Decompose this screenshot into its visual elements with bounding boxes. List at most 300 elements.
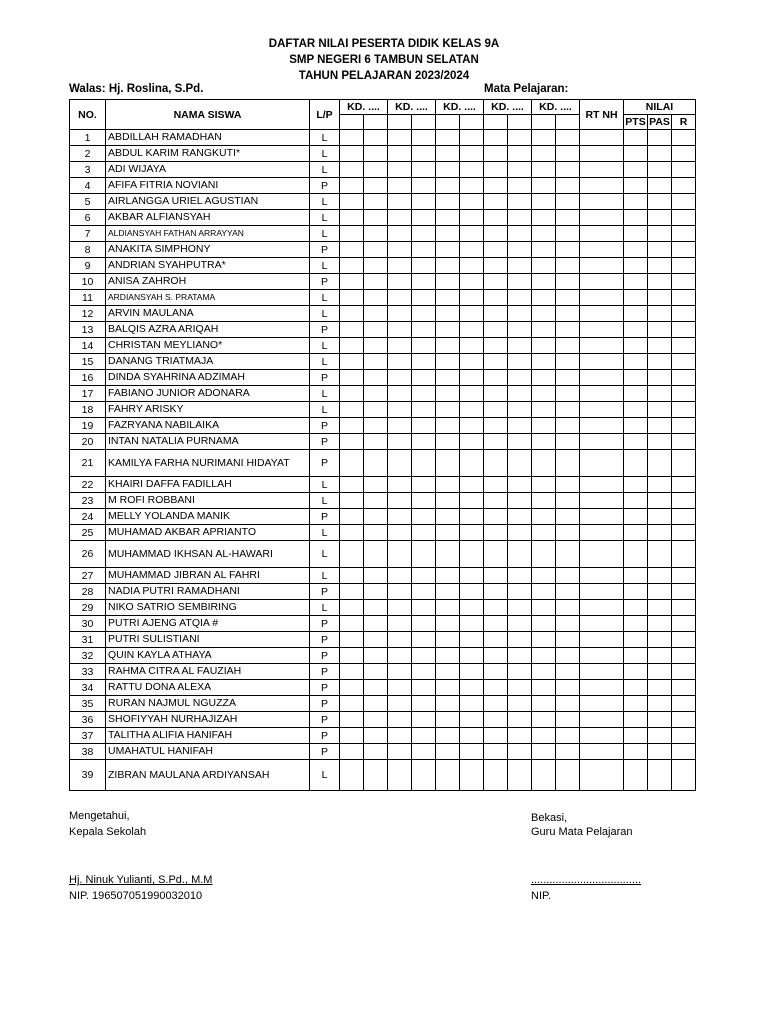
- student-name: BALQIS AZRA ARIQAH: [106, 322, 310, 338]
- grade-cell: [556, 616, 580, 632]
- grade-cell: [388, 541, 412, 568]
- grade-cell: [388, 584, 412, 600]
- student-name: PUTRI SULISTIANI: [106, 632, 310, 648]
- grade-cell: [532, 194, 556, 210]
- grade-cell: [624, 696, 648, 712]
- grade-cell: [556, 338, 580, 354]
- grade-cell: [532, 434, 556, 450]
- grade-cell: [672, 338, 696, 354]
- grade-cell: [436, 162, 460, 178]
- grade-cell: [460, 600, 484, 616]
- teacher-title: Guru Mata Pelajaran: [531, 826, 633, 838]
- row-number: 20: [70, 434, 106, 450]
- grade-cell: [460, 290, 484, 306]
- grade-cell: [648, 274, 672, 290]
- grade-cell: [388, 728, 412, 744]
- grade-cell: [624, 744, 648, 760]
- grade-cell: [624, 274, 648, 290]
- student-name: MUHAMAD AKBAR APRIANTO: [106, 525, 310, 541]
- table-row: [70, 306, 696, 322]
- grade-cell: [580, 178, 624, 194]
- grade-cell: [484, 338, 508, 354]
- grade-cell: [556, 386, 580, 402]
- grade-cell: [580, 477, 624, 493]
- student-name: AIRLANGGA URIEL AGUSTIAN: [106, 194, 310, 210]
- table-row: [70, 162, 696, 178]
- pas-header: PAS: [649, 116, 670, 128]
- grade-cell: [340, 509, 364, 525]
- grade-cell: [364, 584, 388, 600]
- grade-cell: [624, 146, 648, 162]
- table-row: [70, 664, 696, 680]
- grade-cell: [508, 584, 532, 600]
- grade-cell: [484, 541, 508, 568]
- grade-table: [69, 99, 696, 791]
- grade-cell: [556, 493, 580, 509]
- grade-cell: [556, 418, 580, 434]
- grade-cell: [364, 226, 388, 242]
- grade-cell: [624, 290, 648, 306]
- grade-cell: [412, 146, 436, 162]
- grade-cell: [340, 418, 364, 434]
- grade-cell: [364, 664, 388, 680]
- grade-cell: [436, 386, 460, 402]
- grade-cell: [508, 632, 532, 648]
- grade-cell: [340, 760, 364, 791]
- student-name: PUTRI AJENG ATQIA #: [106, 616, 310, 632]
- row-number: 28: [70, 584, 106, 600]
- grade-cell: [340, 450, 364, 477]
- grade-cell: [340, 600, 364, 616]
- row-number: 21: [70, 450, 106, 477]
- grade-cell: [556, 178, 580, 194]
- grade-cell: [388, 760, 412, 791]
- grade-cell: [484, 130, 508, 146]
- row-number: 36: [70, 712, 106, 728]
- row-number: 5: [70, 194, 106, 210]
- grade-cell: [624, 130, 648, 146]
- table-row: [70, 370, 696, 386]
- grade-cell: [388, 290, 412, 306]
- grade-cell: [340, 477, 364, 493]
- grade-cell: [436, 306, 460, 322]
- grade-cell: [484, 402, 508, 418]
- grade-cell: [364, 386, 388, 402]
- grade-cell: [340, 210, 364, 226]
- grade-cell: [484, 477, 508, 493]
- grade-cell: [484, 178, 508, 194]
- grade-cell: [460, 541, 484, 568]
- grade-cell: [672, 290, 696, 306]
- grade-cell: [460, 194, 484, 210]
- student-name: AFIFA FITRIA NOVIANI: [106, 178, 310, 194]
- grade-cell: [484, 242, 508, 258]
- grade-cell: [648, 477, 672, 493]
- grade-cell: [532, 370, 556, 386]
- teacher-name-placeholder: ....................................: [531, 874, 642, 886]
- r-header: R: [672, 115, 696, 130]
- gender-cell: L: [310, 162, 340, 178]
- grade-cell: [436, 664, 460, 680]
- grade-cell: [624, 477, 648, 493]
- grade-cell: [624, 194, 648, 210]
- grade-cell: [556, 728, 580, 744]
- grade-cell: [624, 258, 648, 274]
- grade-cell: [672, 760, 696, 791]
- grade-cell: [580, 242, 624, 258]
- grade-cell: [672, 274, 696, 290]
- grade-cell: [508, 130, 532, 146]
- grade-cell: [436, 525, 460, 541]
- grade-cell: [436, 616, 460, 632]
- grade-cell: [436, 648, 460, 664]
- table-row: [70, 194, 696, 210]
- grade-cell: [340, 493, 364, 509]
- grade-cell: [624, 338, 648, 354]
- grade-cell: [556, 712, 580, 728]
- grade-cell: [460, 696, 484, 712]
- grade-cell: [460, 370, 484, 386]
- grade-cell: [556, 242, 580, 258]
- grade-cell: [624, 493, 648, 509]
- grade-cell: [508, 386, 532, 402]
- grade-cell: [388, 509, 412, 525]
- grade-cell: [364, 632, 388, 648]
- grade-cell: [340, 226, 364, 242]
- grade-cell: [412, 274, 436, 290]
- grade-cell: [412, 210, 436, 226]
- grade-cell: [556, 130, 580, 146]
- grade-cell: [672, 509, 696, 525]
- grade-cell: [580, 370, 624, 386]
- grade-cell: [624, 632, 648, 648]
- grade-cell: [436, 242, 460, 258]
- grade-cell: [532, 338, 556, 354]
- grade-cell: [460, 210, 484, 226]
- student-name: ARDIANSYAH S. PRATAMA: [106, 290, 310, 306]
- grade-cell: [672, 632, 696, 648]
- grade-cell: [508, 258, 532, 274]
- grade-cell: [580, 306, 624, 322]
- grade-cell: [340, 584, 364, 600]
- grade-cell: [460, 146, 484, 162]
- gender-cell: P: [310, 274, 340, 290]
- gender-cell: P: [310, 242, 340, 258]
- grade-cell: [340, 541, 364, 568]
- row-number: 1: [70, 130, 106, 146]
- grade-cell: [436, 493, 460, 509]
- grade-cell: [460, 760, 484, 791]
- grade-cell: [388, 306, 412, 322]
- grade-cell: [508, 568, 532, 584]
- grade-cell: [388, 178, 412, 194]
- grade-cell: [460, 274, 484, 290]
- grade-cell: [648, 600, 672, 616]
- grade-cell: [648, 664, 672, 680]
- grade-cell: [672, 306, 696, 322]
- grade-cell: [460, 680, 484, 696]
- grade-cell: [484, 162, 508, 178]
- kd-header: KD. ....: [532, 100, 580, 115]
- grade-cell: [436, 418, 460, 434]
- table-row: [70, 450, 696, 477]
- grade-cell: [340, 274, 364, 290]
- grade-cell: [388, 525, 412, 541]
- grade-cell: [580, 712, 624, 728]
- grade-cell: [388, 477, 412, 493]
- student-name: ADI WIJAYA: [106, 162, 310, 178]
- grade-cell: [484, 696, 508, 712]
- grade-cell: [648, 680, 672, 696]
- kd-header: KD. ....: [484, 100, 532, 115]
- row-number: 37: [70, 728, 106, 744]
- grade-cell: [624, 306, 648, 322]
- grade-cell: [460, 509, 484, 525]
- grade-cell: [532, 242, 556, 258]
- grade-cell: [460, 493, 484, 509]
- principal-title: Kepala Sekolah: [69, 826, 147, 838]
- grade-cell: [556, 162, 580, 178]
- grade-cell: [460, 354, 484, 370]
- row-number: 33: [70, 664, 106, 680]
- grade-cell: [364, 274, 388, 290]
- grade-cell: [436, 354, 460, 370]
- grade-cell: [556, 541, 580, 568]
- grade-cell: [364, 418, 388, 434]
- grade-cell: [580, 744, 624, 760]
- grade-cell: [412, 664, 436, 680]
- grade-cell: [340, 616, 364, 632]
- grade-cell: [648, 568, 672, 584]
- grade-cell: [460, 226, 484, 242]
- grade-cell: [556, 525, 580, 541]
- grade-cell: [436, 680, 460, 696]
- grade-cell: [340, 162, 364, 178]
- grade-cell: [556, 226, 580, 242]
- row-number: 26: [70, 541, 106, 568]
- grade-cell: [484, 306, 508, 322]
- grade-cell: [532, 402, 556, 418]
- grade-cell: [388, 370, 412, 386]
- grade-cell: [436, 584, 460, 600]
- grade-cell: [672, 386, 696, 402]
- student-name: NADIA PUTRI RAMADHANI: [106, 584, 310, 600]
- grade-cell: [436, 600, 460, 616]
- grade-cell: [648, 162, 672, 178]
- table-row: [70, 226, 696, 242]
- grade-cell: [648, 354, 672, 370]
- gender-cell: L: [310, 130, 340, 146]
- grade-cell: [556, 194, 580, 210]
- grade-cell: [364, 493, 388, 509]
- principal-nip: NIP. 196507051990032010: [69, 890, 203, 902]
- grade-cell: [340, 632, 364, 648]
- gender-cell: P: [310, 648, 340, 664]
- grade-cell: [364, 728, 388, 744]
- gender-cell: P: [310, 322, 340, 338]
- table-row: [70, 402, 696, 418]
- table-row: [70, 338, 696, 354]
- grade-cell: [364, 402, 388, 418]
- grade-cell: [484, 146, 508, 162]
- teacher-nip: NIP.: [531, 890, 551, 902]
- grade-cell: [436, 178, 460, 194]
- row-number: 25: [70, 525, 106, 541]
- table-row: [70, 541, 696, 568]
- grade-cell: [412, 509, 436, 525]
- grade-cell: [672, 242, 696, 258]
- grade-cell: [556, 477, 580, 493]
- grade-cell: [580, 696, 624, 712]
- grade-cell: [624, 402, 648, 418]
- grade-cell: [484, 194, 508, 210]
- grade-cell: [580, 584, 624, 600]
- grade-cell: [412, 258, 436, 274]
- grade-cell: [484, 632, 508, 648]
- student-name: UMAHATUL HANIFAH: [106, 744, 310, 760]
- grade-cell: [648, 258, 672, 274]
- grade-cell: [672, 194, 696, 210]
- grade-cell: [412, 760, 436, 791]
- row-number: 14: [70, 338, 106, 354]
- student-name: DANANG TRIATMAJA: [106, 354, 310, 370]
- student-name: ZIBRAN MAULANA ARDIYANSAH: [106, 760, 310, 791]
- grade-cell: [556, 210, 580, 226]
- grade-cell: [672, 162, 696, 178]
- grade-cell: [460, 632, 484, 648]
- grade-cell: [532, 477, 556, 493]
- grade-cell: [364, 712, 388, 728]
- grade-cell: [388, 386, 412, 402]
- grade-cell: [388, 712, 412, 728]
- grade-cell: [532, 541, 556, 568]
- student-name: ANAKITA SIMPHONY: [106, 242, 310, 258]
- grade-cell: [388, 616, 412, 632]
- row-number: 35: [70, 696, 106, 712]
- grade-cell: [580, 258, 624, 274]
- grade-cell: [412, 616, 436, 632]
- grade-cell: [508, 210, 532, 226]
- grade-cell: [580, 680, 624, 696]
- mengetahui-label: Mengetahui,: [69, 810, 130, 822]
- grade-cell: [460, 338, 484, 354]
- grade-cell: [624, 226, 648, 242]
- row-number: 32: [70, 648, 106, 664]
- grade-cell: [532, 146, 556, 162]
- grade-cell: [556, 402, 580, 418]
- grade-cell: [532, 354, 556, 370]
- grade-cell: [388, 162, 412, 178]
- grade-cell: [648, 338, 672, 354]
- grade-cell: [624, 242, 648, 258]
- grade-cell: [580, 600, 624, 616]
- grade-cell: [484, 648, 508, 664]
- grade-cell: [460, 616, 484, 632]
- grade-cell: [580, 162, 624, 178]
- student-name: TALITHA ALIFIA HANIFAH: [106, 728, 310, 744]
- grade-cell: [648, 322, 672, 338]
- grade-cell: [436, 370, 460, 386]
- grade-cell: [648, 386, 672, 402]
- grade-cell: [532, 648, 556, 664]
- grade-cell: [508, 178, 532, 194]
- grade-cell: [388, 258, 412, 274]
- grade-cell: [672, 418, 696, 434]
- grade-cell: [580, 194, 624, 210]
- grade-cell: [672, 146, 696, 162]
- grade-cell: [340, 354, 364, 370]
- grade-cell: [484, 744, 508, 760]
- table-row: [70, 210, 696, 226]
- grade-cell: [340, 402, 364, 418]
- grade-cell: [624, 370, 648, 386]
- rt-nh-header: RT NH: [580, 100, 624, 130]
- grade-cell: [532, 744, 556, 760]
- table-row: [70, 600, 696, 616]
- grade-cell: [672, 541, 696, 568]
- grade-cell: [624, 760, 648, 791]
- grade-cell: [364, 162, 388, 178]
- grade-cell: [556, 274, 580, 290]
- table-row: [70, 493, 696, 509]
- grade-cell: [436, 728, 460, 744]
- table-row: [70, 648, 696, 664]
- grade-cell: [412, 194, 436, 210]
- grade-cell: [388, 600, 412, 616]
- grade-cell: [580, 728, 624, 744]
- grade-cell: [484, 290, 508, 306]
- grade-cell: [508, 354, 532, 370]
- grade-cell: [364, 509, 388, 525]
- grade-cell: [508, 680, 532, 696]
- row-number: 3: [70, 162, 106, 178]
- grade-cell: [508, 541, 532, 568]
- grade-cell: [436, 477, 460, 493]
- grade-cell: [412, 162, 436, 178]
- grade-cell: [484, 434, 508, 450]
- grade-cell: [460, 584, 484, 600]
- grade-cell: [532, 664, 556, 680]
- grade-cell: [388, 664, 412, 680]
- grade-cell: [436, 130, 460, 146]
- grade-cell: [672, 434, 696, 450]
- document-title: DAFTAR NILAI PESERTA DIDIK KELAS 9A: [268, 38, 500, 50]
- grade-cell: [412, 338, 436, 354]
- student-name: AKBAR ALFIANSYAH: [106, 210, 310, 226]
- place-label: Bekasi,: [531, 812, 568, 824]
- grade-cell: [340, 130, 364, 146]
- grade-cell: [556, 290, 580, 306]
- grade-cell: [532, 728, 556, 744]
- row-number: 22: [70, 477, 106, 493]
- gender-cell: L: [310, 146, 340, 162]
- grade-cell: [580, 322, 624, 338]
- grade-cell: [364, 760, 388, 791]
- grade-cell: [556, 584, 580, 600]
- gender-cell: P: [310, 632, 340, 648]
- grade-cell: [648, 509, 672, 525]
- table-row: [70, 760, 696, 791]
- grade-cell: [436, 434, 460, 450]
- gender-cell: L: [310, 386, 340, 402]
- grade-cell: [508, 493, 532, 509]
- grade-cell: [532, 584, 556, 600]
- gender-cell: L: [310, 210, 340, 226]
- grade-cell: [340, 146, 364, 162]
- table-row: [70, 354, 696, 370]
- gender-cell: L: [310, 306, 340, 322]
- grade-cell: [460, 306, 484, 322]
